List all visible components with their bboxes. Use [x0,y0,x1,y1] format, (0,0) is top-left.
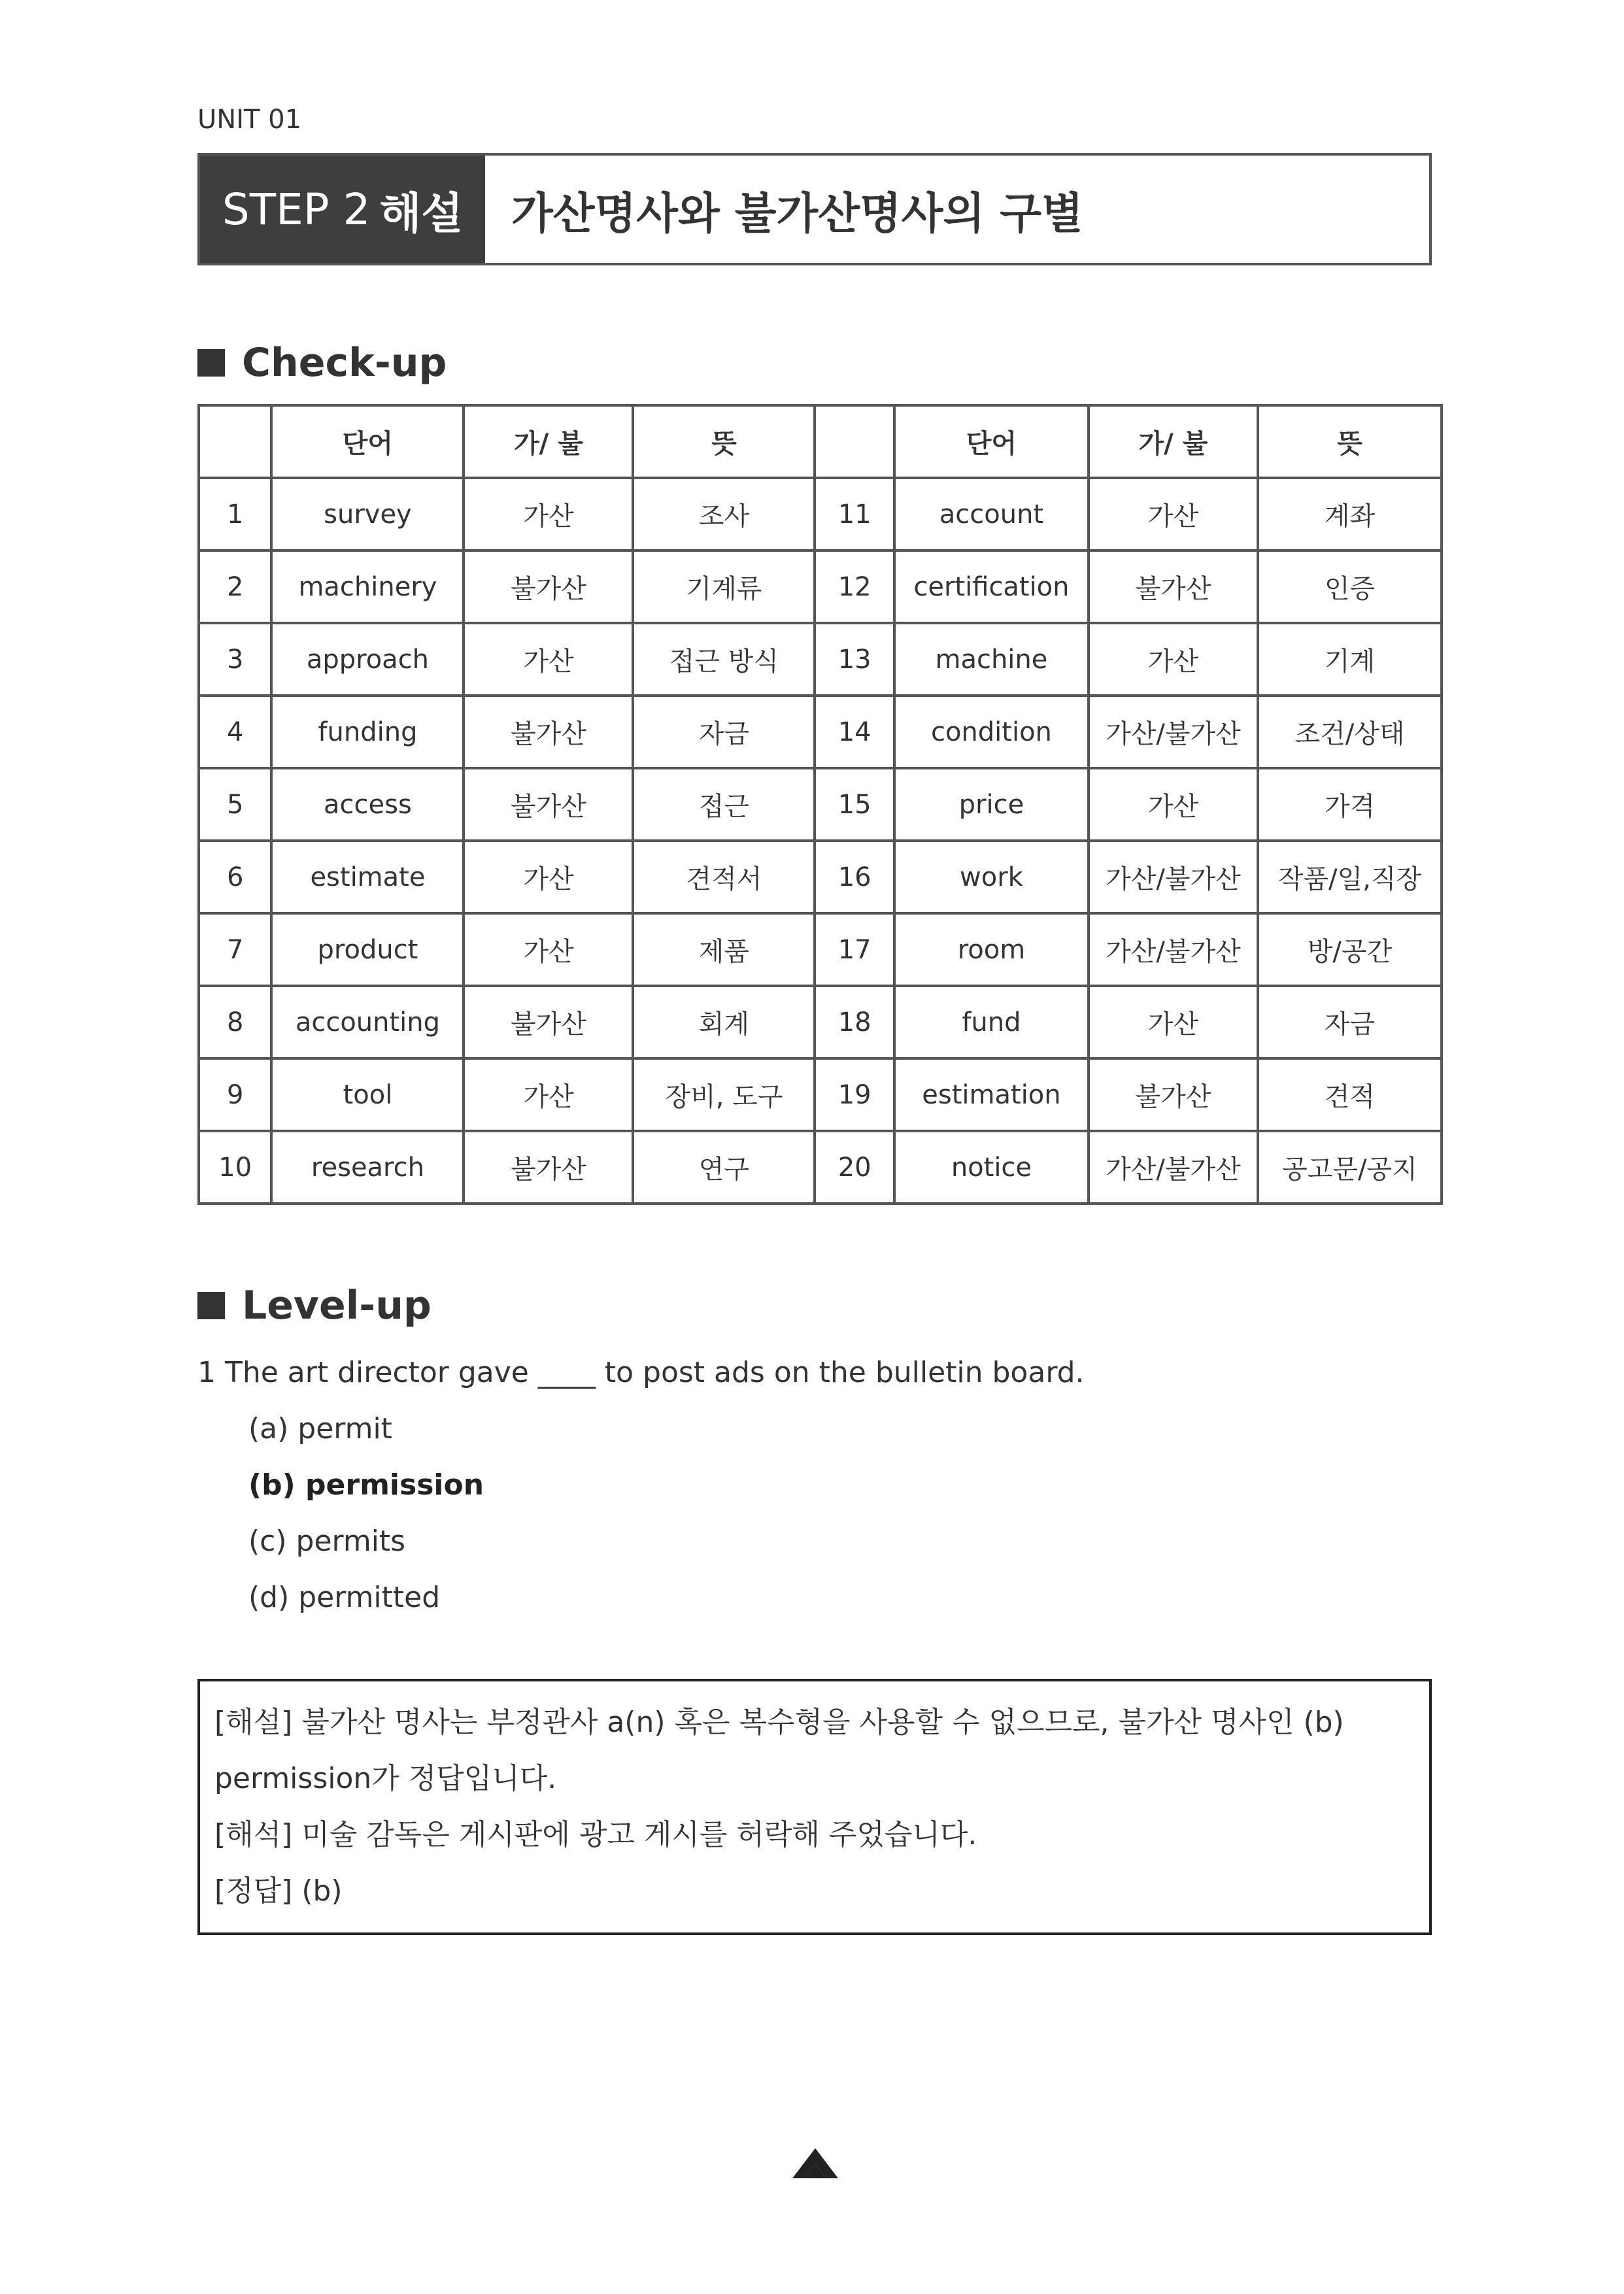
title-banner [197,153,1432,265]
table-cell: 가산 [464,478,633,550]
table-cell: 불가산 [464,1131,633,1204]
square-bullet-icon [197,1292,225,1319]
table-row [199,1131,1442,1204]
table-cell: accounting [271,986,464,1058]
table-cell: approach [271,623,464,696]
table-cell: 14 [815,696,894,768]
table-cell: 8 [199,986,271,1058]
question-text: 1 The art director gave ____ to post ads on the bulletin board. [197,1356,1085,1389]
table-cell: 불가산 [464,986,633,1058]
table-cell: 9 [199,1058,271,1131]
table-cell: 12 [815,550,894,623]
table-cell: 가산 [1089,623,1258,696]
table-cell: condition [894,696,1089,768]
table-cell: 가산 [1089,478,1258,550]
header-cell: 뜻 [633,405,815,478]
table-cell: 1 [199,478,271,550]
table-cell: 불가산 [1089,550,1258,623]
table-cell: 연구 [633,1131,815,1204]
table-row [199,696,1442,768]
table-cell: 가산/불가산 [1089,841,1258,913]
table-cell: room [894,913,1089,986]
table-row [199,550,1442,623]
table-cell: certification [894,550,1089,623]
table-cell: 가산 [1089,986,1258,1058]
table-cell: 2 [199,550,271,623]
table-cell: 6 [199,841,271,913]
table-cell: 계좌 [1258,478,1442,550]
header-cell [815,405,894,478]
table-cell: 20 [815,1131,894,1204]
table-cell: 가산/불가산 [1089,696,1258,768]
levelup-title: Level-up [242,1283,431,1328]
table-cell: 18 [815,986,894,1058]
table-cell: price [894,768,1089,841]
header-cell: 뜻 [1258,405,1442,478]
table-cell: 10 [199,1131,271,1204]
checkup-title: Check-up [242,340,447,386]
header-cell: 가/ 불 [1089,405,1258,478]
step-word: 해설 [379,188,464,239]
table-cell: 7 [199,913,271,986]
table-cell: 13 [815,623,894,696]
table-cell: 가산 [1089,768,1258,841]
header-cell: 단어 [271,405,464,478]
table-header-row [199,405,1442,478]
table-cell: 17 [815,913,894,986]
explanation-line: [해설] 불가산 명사는 부정관사 a(n) 혹은 복수형을 사용할 수 없으므로, 불가산 명사인 (b) [214,1706,1344,1739]
table-cell: 가격 [1258,768,1442,841]
table-row [199,841,1442,913]
option-c: (c) permits [248,1525,406,1558]
table-cell: access [271,768,464,841]
table-cell: 불가산 [464,768,633,841]
table-cell: 조건/상태 [1258,696,1442,768]
table-cell: 조사 [633,478,815,550]
table-row [199,1058,1442,1131]
table-cell: research [271,1131,464,1204]
explanation-box [197,1679,1432,1935]
table-cell: survey [271,478,464,550]
table-cell: 제품 [633,913,815,986]
explanation-line: permission가 정답입니다. [214,1762,557,1795]
checkup-heading [197,340,447,386]
page-title: 가산명사와 불가산명사의 구별 [511,188,1083,239]
table-cell: 불가산 [1089,1058,1258,1131]
table-row [199,478,1442,550]
table-cell: estimate [271,841,464,913]
table-cell: 인증 [1258,550,1442,623]
table-row [199,623,1442,696]
table-row [199,986,1442,1058]
table-cell: 19 [815,1058,894,1131]
table-row [199,913,1442,986]
table-cell: 접근 방식 [633,623,815,696]
table-cell: 견적서 [633,841,815,913]
table-cell: 16 [815,841,894,913]
table-cell: 가산/불가산 [1089,913,1258,986]
table-cell: fund [894,986,1089,1058]
step-label [200,156,485,263]
table-cell: 자금 [633,696,815,768]
table-cell: 불가산 [464,550,633,623]
option-a: (a) permit [248,1412,392,1445]
header-cell: 단어 [894,405,1089,478]
table-cell: 가산 [464,841,633,913]
table-cell: 기계류 [633,550,815,623]
table-row [199,768,1442,841]
table-cell: work [894,841,1089,913]
table-cell: 기계 [1258,623,1442,696]
table-cell: 가산 [464,913,633,986]
table-cell: 3 [199,623,271,696]
table-cell: estimation [894,1058,1089,1131]
table-cell: account [894,478,1089,550]
table-cell: 접근 [633,768,815,841]
table-cell: 회계 [633,986,815,1058]
table-cell: 방/공간 [1258,913,1442,986]
table-cell: 5 [199,768,271,841]
answer-line: [정답] (b) [214,1874,343,1908]
table-cell: 공고문/공지 [1258,1131,1442,1204]
header-cell [199,405,271,478]
levelup-heading [197,1283,431,1328]
table-cell: 4 [199,696,271,768]
option-b: (b) permission [248,1468,484,1502]
translation-line: [해석] 미술 감독은 게시판에 광고 게시를 허락해 주었습니다. [214,1818,977,1851]
table-cell: 견적 [1258,1058,1442,1131]
vocabulary-table [197,404,1443,1205]
table-cell: 15 [815,768,894,841]
table-cell: 가산 [464,623,633,696]
header-cell: 가/ 불 [464,405,633,478]
table-cell: 장비, 도구 [633,1058,815,1131]
option-d: (d) permitted [248,1581,441,1614]
table-cell: product [271,913,464,986]
table-cell: 불가산 [464,696,633,768]
table-cell: 자금 [1258,986,1442,1058]
table-cell: 11 [815,478,894,550]
table-cell: machine [894,623,1089,696]
table-cell: 가산/불가산 [1089,1131,1258,1204]
square-bullet-icon [197,349,225,377]
table-cell: 작품/일,직장 [1258,841,1442,913]
table-cell: 가산 [464,1058,633,1131]
mountain-logo-icon [792,2148,838,2178]
table-cell: machinery [271,550,464,623]
table-cell: notice [894,1131,1089,1204]
step-prefix: STEP 2 [222,184,371,235]
unit-label: UNIT 01 [197,105,302,135]
table-cell: funding [271,696,464,768]
table-cell: tool [271,1058,464,1131]
